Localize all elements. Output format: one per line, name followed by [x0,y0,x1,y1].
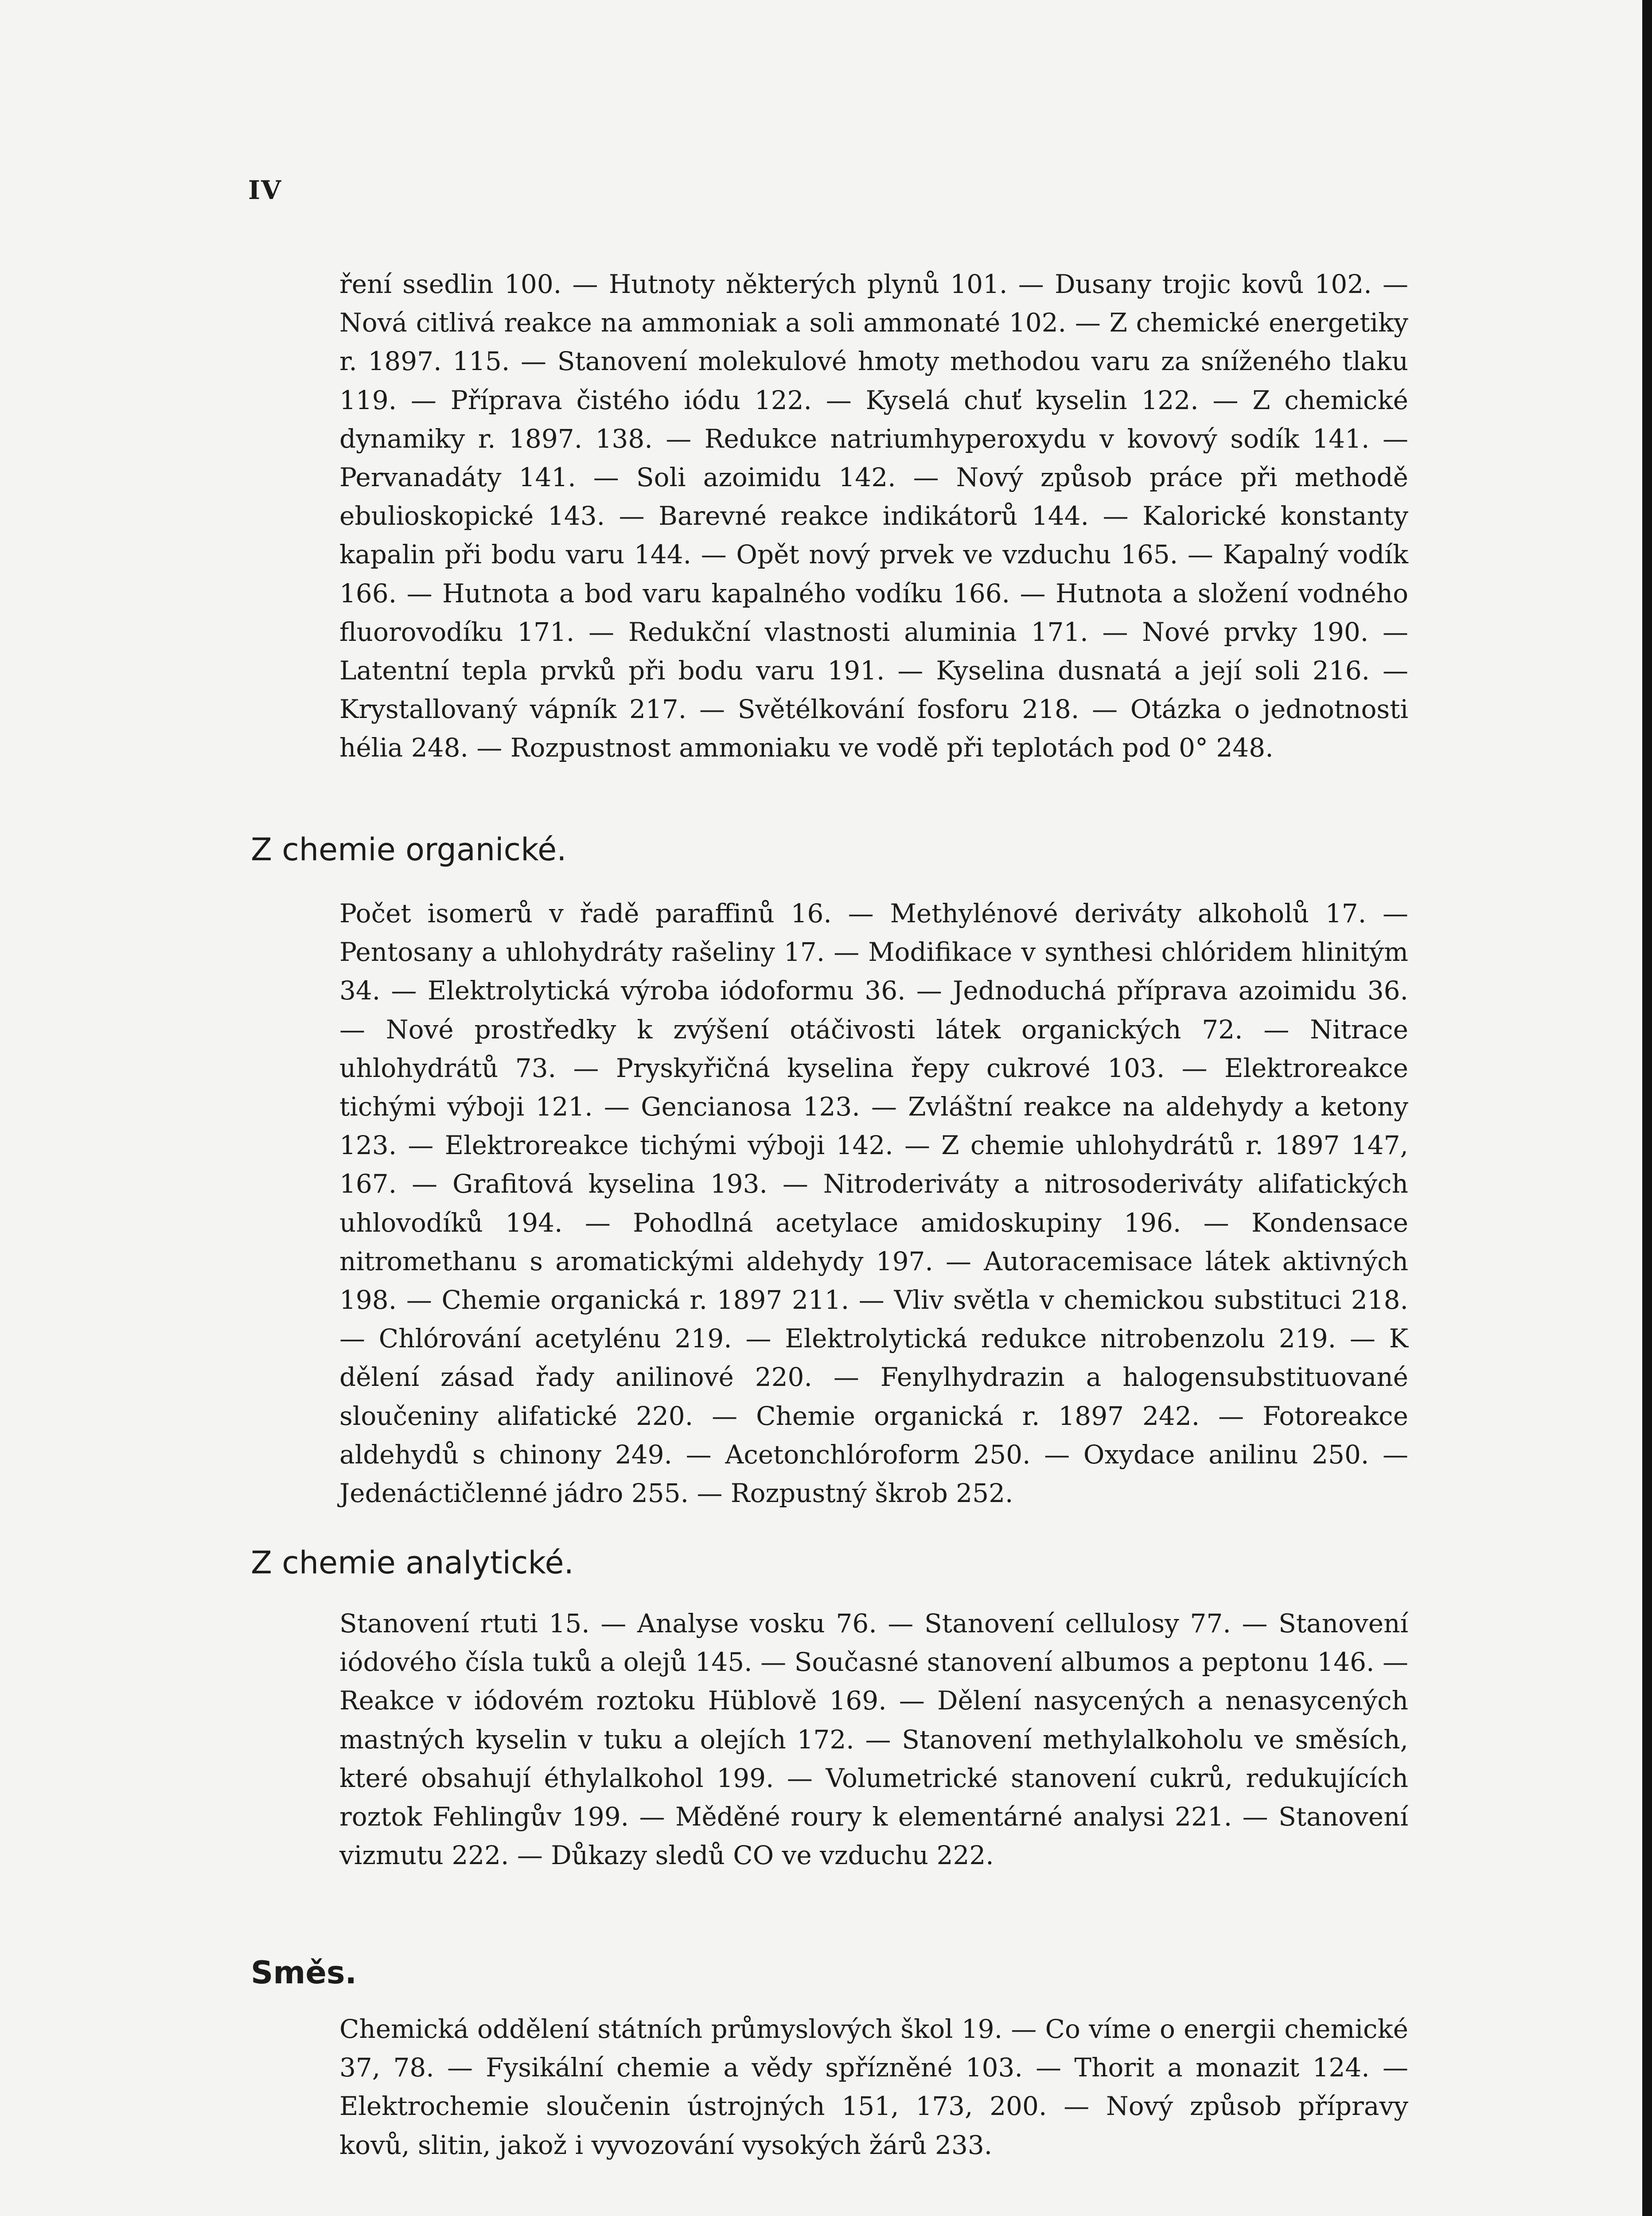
section-analytic-text: Stanovení rtuti 15. — Analyse vosku 76. — Stanovení cellulosy 77. — Stanovení iódového čísla tuků a olejů 145. — Současné stanovení albumos a peptonu 146. — Reakce v iódovém roztoku Hüblově 169. — Dělení nasycených a nenasycených mastných kyselin v tuku a olejích 172. — Stanovení methylalkoholu ve směsích, které obsahují éthylalkohol 199. — Volumetrické stanovení cukrů, redukujících roztok Fehlingův 199. — Měděné roury k elementárné analysi 221. — Stanovení vizmutu 222. — Důkazy sledů CO ve vzduchu 222. [339,1608,1408,1871]
section-inorganic-continued-text: ření ssedlin 100. — Hutnoty některých plynů 101. — Dusany trojic kovů 102. — Nová citlivá reakce na ammoniak a soli ammonaté 102. — Z chemické energetiky r. 1897. 115. — Stanovení molekulové hmoty methodou varu za sníženého tlaku 119. — Příprava čistého iódu 122. — Kyselá chuť kyselin 122. — Z chemické dynamiky r. 1897. 138. — Redukce natriumhyperoxydu v kovový sodík 141. — Pervanadáty 141. — Soli azoimidu 142. — Nový způsob práce při methodě ebulioskopické 143. — Barevné reakce indikátorů 144. — Kalorické konstanty kapalin při bodu varu 144. — Opět nový prvek ve vzduchu 165. — Kapalný vodík 166. — Hutnota a bod varu kapalného vodíku 166. — Hutnota a složení vodného fluorovodíku 171. — Redukční vlastnosti aluminia 171. — Nové prvky 190. — Latentní tepla prvků při bodu varu 191. — Kyselina dusnatá a její soli 216. — Krystallovaný vápník 217. — Světélkování fosforu 218. — Otázka o jednotnosti hélia 248. — Rozpustnost ammoniaku ve vodě při teplotách pod 0° 248. [339,269,1408,763]
section-miscellany-text: Chemická oddělení státních průmyslových škol 19. — Co víme o energii chemické 37, 78. — Fysikální chemie a vědy spřízněné 103. — Thorit a monazit 124. — Elektrochemie sloučenin ústrojných 151, 173, 200. — Nový způsob přípravy kovů, slitin, jakož i vyvozování vysokých žárů 233. [339,2014,1408,2160]
page-number: IV [248,175,282,205]
section-heading-analytic: Z chemie analytické. [251,1545,574,1581]
section-organic-text: Počet isomerů v řadě paraffinů 16. — Methylénové deriváty alkoholů 17. — Pentosany a uhlohydráty rašeliny 17. — Modifikace v synthesi chlóridem hlinitým 34. — Elektrolytická výroba iódoformu 36. — Jednoduchá příprava azoimidu 36. — Nové prostředky k zvýšení otáčivosti látek organických 72. — Nitrace uhlohydrátů 73. — Pryskyřičná kyselina řepy cukrové 103. — Elektroreakce tichými výboji 121. — Gencianosa 123. — Zvláštní reakce na aldehydy a ketony 123. — Elektroreakce tichými výboji 142. — Z chemie uhlohydrátů r. 1897 147, 167. — Grafitová kyselina 193. — Nitroderiváty a nitrosoderiváty alifatických uhlovodíků 194. — Pohodlná acetylace amidoskupiny 196. — Kondensace nitromethanu s aromatickými aldehydy 197. — Autoracemisace látek aktivných 198. — Chemie organická r. 1897 211. — Vliv světla v chemickou substituci 218. — Chlórování acetylénu 219. — Elektrolytická redukce nitrobenzolu 219. — K dělení zásad řady anilinové 220. — Fenylhydrazin a halogensubstituované sloučeniny alifatické 220. — Chemie organická r. 1897 242. — Fotoreakce aldehydů s chinony 249. — Acetonchlóroform 250. — Oxydace anilinu 250. — Jedenáctičlenné jádro 255. — Rozpustný škrob 252. [339,898,1408,1509]
section-heading-organic: Z chemie organické. [251,831,567,868]
section-heading-miscellany: Směs. [251,1955,357,1991]
scan-edge [1642,0,1652,2216]
